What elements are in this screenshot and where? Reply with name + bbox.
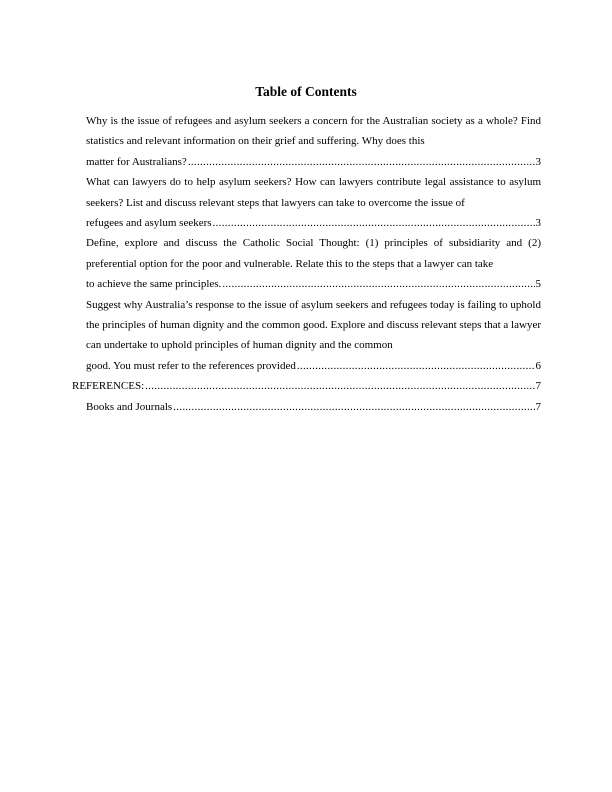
toc-page-number: 5 — [535, 278, 541, 291]
toc-entry-text: Why is the issue of refugees and asylum seekers a concern for the Australian society as a whole? Find statistics and relevant information on their grief and suffering. Why does this — [86, 115, 541, 148]
toc-entry-tail: REFERENCES: — [72, 380, 145, 393]
toc-entry-tail: matter for Australians? — [86, 155, 187, 168]
toc-page-number: 3 — [535, 217, 541, 230]
toc-page-number: 6 — [535, 359, 541, 372]
toc-entry-tail: good. You must refer to the references provided — [86, 359, 296, 372]
dot-leader — [188, 152, 535, 172]
dot-leader — [297, 356, 535, 376]
toc-entry-references[interactable] — [72, 376, 541, 396]
dot-leader — [222, 274, 534, 294]
toc-entry-last-line — [86, 356, 541, 376]
dot-leader — [213, 213, 535, 233]
toc-entry[interactable] — [86, 295, 541, 377]
toc-entry-tail: to achieve the same principles. — [86, 278, 222, 291]
toc-entry-last-line — [86, 397, 541, 417]
toc-entry-last-line — [86, 152, 541, 172]
toc-entry-last-line — [72, 376, 541, 396]
toc-entry-text: What can lawyers do to help asylum seekers? How can lawyers contribute legal assistance to asylum seekers? List and discuss relevant steps that lawyers can take to overcome the issue of — [86, 176, 541, 209]
toc-entry-text: Suggest why Australia’s response to the issue of asylum seekers and refugees today is failing to uphold the principles of human dignity and the common good. Explore and discuss relevant steps that a lawyer can undertake to uphold principles of human dignity and the common — [86, 298, 541, 352]
toc-page-number: 7 — [535, 380, 541, 393]
toc-entry-tail: Books and Journals — [86, 400, 173, 413]
toc-entry-books-journals[interactable] — [86, 397, 541, 417]
dot-leader — [173, 397, 534, 417]
toc-entry-last-line — [86, 274, 541, 294]
table-of-contents — [0, 111, 612, 417]
toc-entry[interactable] — [86, 172, 541, 233]
toc-entry-last-line — [86, 213, 541, 233]
toc-entry-text: Define, explore and discuss the Catholic Social Thought: (1) principles of subsidiarity and (2) preferential option for the poor and vulnerable. Relate this to the steps that a lawyer can take — [86, 237, 541, 270]
toc-entry-tail: refugees and asylum seekers — [86, 217, 212, 230]
toc-page-number: 3 — [535, 155, 541, 168]
toc-entry[interactable] — [86, 233, 541, 294]
toc-entry[interactable] — [86, 111, 541, 172]
toc-page-number: 7 — [535, 400, 541, 413]
toc-title: Table of Contents — [255, 84, 357, 99]
dot-leader — [145, 376, 534, 396]
